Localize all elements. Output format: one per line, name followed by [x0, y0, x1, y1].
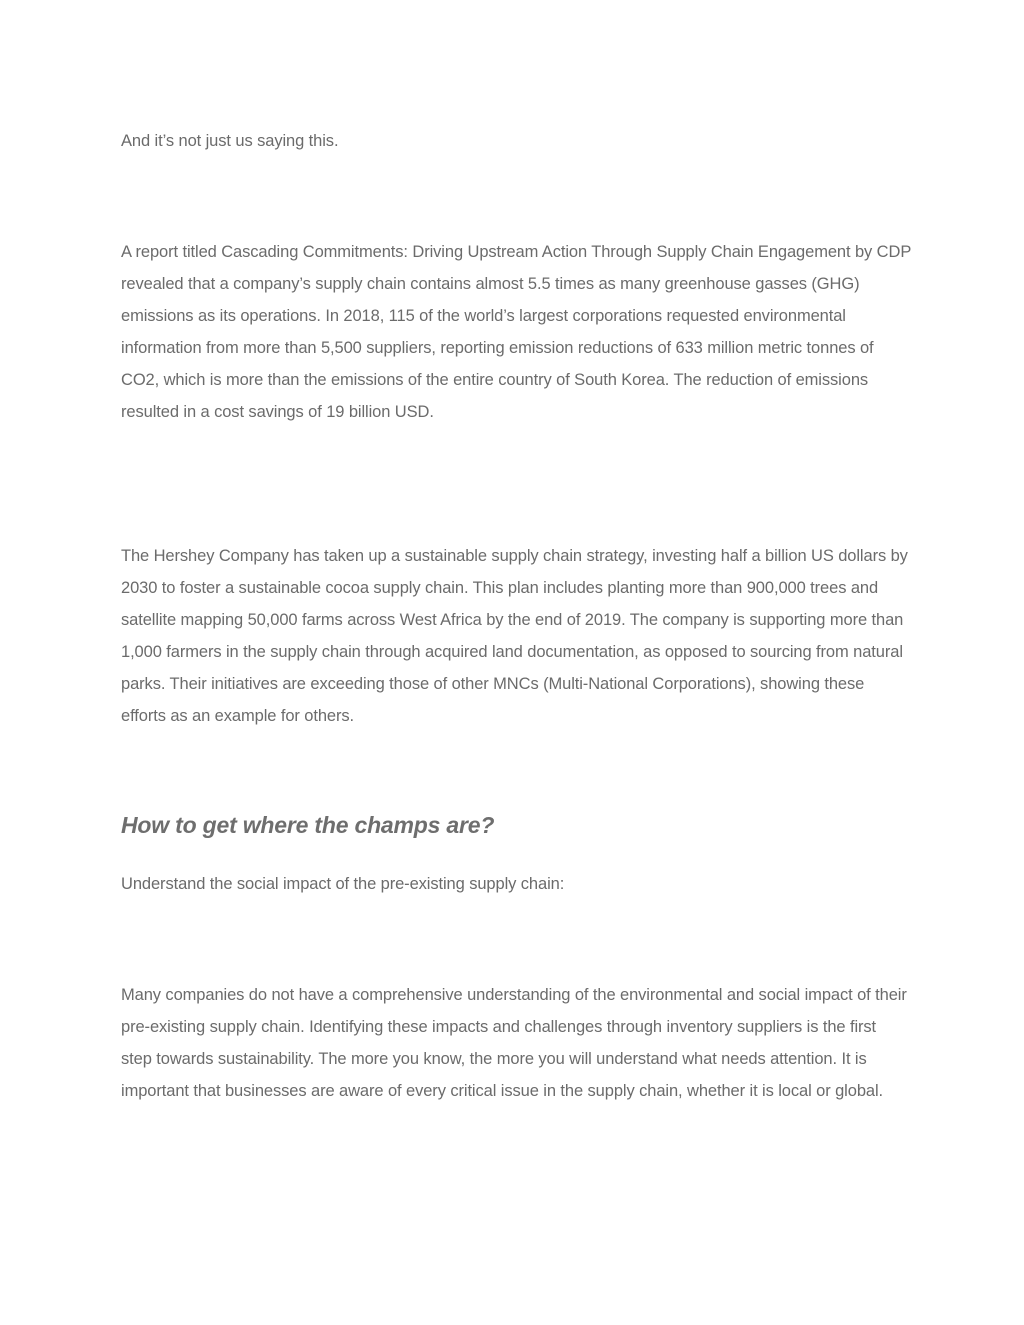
- section-heading: How to get where the champs are?: [121, 812, 495, 838]
- intro-paragraph: And it’s not just us saying this.: [121, 132, 339, 150]
- report-paragraph: A report titled Cascading Commitments: Driving Upstream Action Through Supply Chain Engagement by CDP revealed that a company’s supply chain contains almost 5.5 times as many greenhouse gasses (GHG) emissions as its operations. In 2018, 115 of the world’s largest corporations requested environmental information from more than 5,500 suppliers, reporting emission reductions of 633 million metric tonnes of CO2, which is more than the emissions of the entire country of South Korea. The reduction of emissions resulted in a cost savings of 19 billion USD.: [121, 243, 911, 421]
- companies-paragraph: Many companies do not have a comprehensive understanding of the environmental and social impact of their pre-existing supply chain. Identifying these impacts and challenges through inventory suppliers is the first step towards sustainability. The more you know, the more you will understand what needs attention. It is important that businesses are aware of every critical issue in the supply chain, whether it is local or global.: [121, 986, 907, 1100]
- hershey-paragraph: The Hershey Company has taken up a sustainable supply chain strategy, investing half a billion US dollars by 2030 to foster a sustainable cocoa supply chain. This plan includes planting more than 900,000 trees and satellite mapping 50,000 farms across West Africa by the end of 2019. The company is supporting more than 1,000 farmers in the supply chain through acquired land documentation, as opposed to sourcing from natural parks. Their initiatives are exceeding those of other MNCs (Multi-National Corporations), showing these efforts as an example for others.: [121, 547, 908, 725]
- subheading-paragraph: Understand the social impact of the pre-existing supply chain:: [121, 875, 565, 893]
